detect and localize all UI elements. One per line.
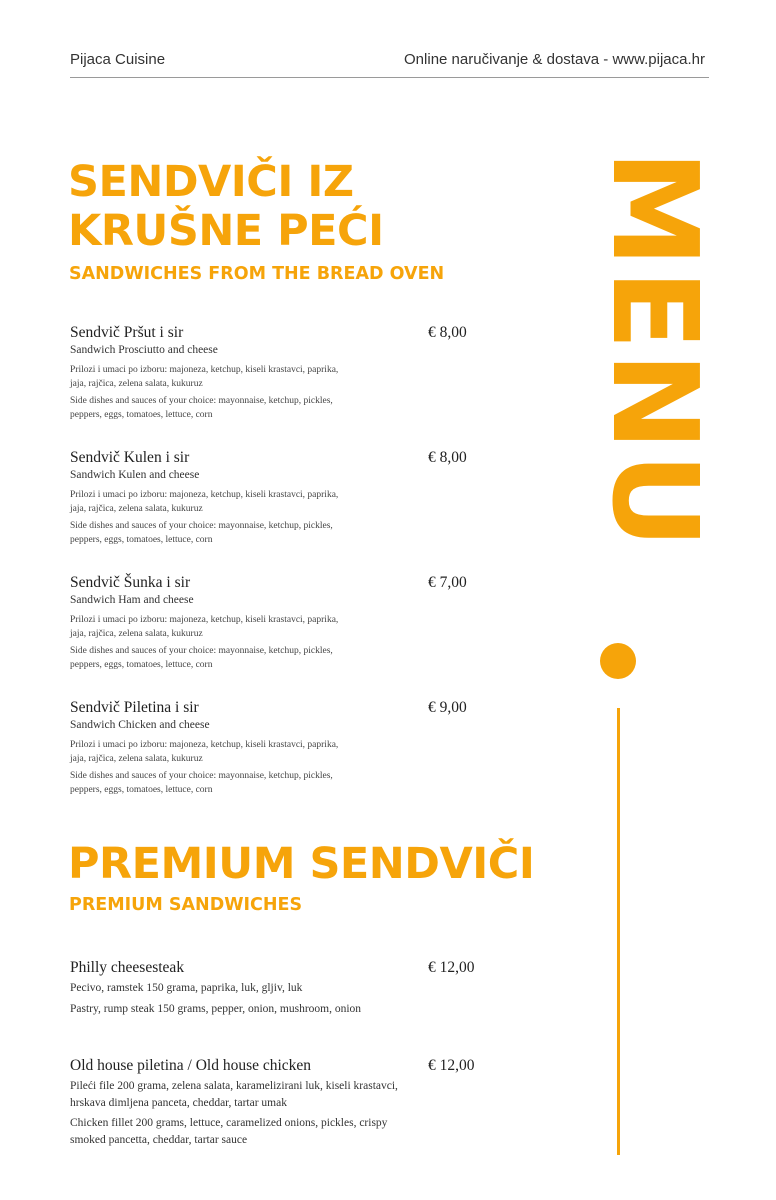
item-description-en: Chicken fillet 200 grams, lettuce, caramelized onions, pickles, crispy smoked pancetta, cheddar, tartar sauce [70,1117,388,1146]
item-price: € 8,00 [428,324,467,341]
item-price: € 12,00 [428,959,475,976]
section-title-line2: KRUŠNE PEĆI [68,206,384,256]
menu-vertical-title [586,150,724,625]
item-description-en: Pastry, rump steak 150 grams, pepper, onion, mushroom, onion [70,1003,362,1015]
item-description-hr: Prilozi i umaci po izboru: majoneza, ketchup, kiseli krastavci, paprika, jaja, rajčica, zelena salata, kukuruz [70,740,339,764]
item-description-en: Side dishes and sauces of your choice: mayonnaise, ketchup, pickles, peppers, eggs, tomatoes, lettuce, corn [70,771,333,795]
menu-dot [600,643,636,679]
item-name: Sendvič Piletina i sir [70,699,199,716]
item-price: € 8,00 [428,449,467,466]
item-name-english: Sandwich Chicken and cheese [70,719,210,731]
section-subtitle-oven: SANDWICHES FROM THE BREAD OVEN [69,264,445,284]
header-divider [70,77,709,78]
item-price: € 12,00 [428,1057,475,1074]
menu-vertical-line [617,708,620,1155]
item-price: € 7,00 [428,574,467,591]
item-description-hr: Pecivo, ramstek 150 grama, paprika, luk, gljiv, luk [70,982,303,994]
section-title-oven [68,158,384,256]
item-price: € 9,00 [428,699,467,716]
item-name: Philly cheesesteak [70,959,185,976]
item-description-hr: Prilozi i umaci po izboru: majoneza, ketchup, kiseli krastavci, paprika, jaja, rajčica, zelena salata, kukuruz [70,615,339,639]
item-name-english: Sandwich Ham and cheese [70,594,194,606]
item-description-hr: Prilozi i umaci po izboru: majoneza, ketchup, kiseli krastavci, paprika, jaja, rajčica, zelena salata, kukuruz [70,365,339,389]
section-subtitle-premium: PREMIUM SANDWICHES [69,895,303,915]
item-name: Sendvič Šunka i sir [70,574,191,591]
item-name-english: Sandwich Kulen and cheese [70,469,200,481]
item-description-en: Side dishes and sauces of your choice: mayonnaise, ketchup, pickles, peppers, eggs, tomatoes, lettuce, corn [70,396,333,420]
item-name-english: Sandwich Prosciutto and cheese [70,344,218,356]
item-description-en: Side dishes and sauces of your choice: mayonnaise, ketchup, pickles, peppers, eggs, tomatoes, lettuce, corn [70,646,333,670]
item-description-hr: Pileći file 200 grama, zelena salata, karamelizirani luk, kiseli krastavci, hrskava dimljena panceta, cheddar, tartar umak [70,1080,398,1109]
item-description-hr: Prilozi i umaci po izboru: majoneza, ketchup, kiseli krastavci, paprika, jaja, rajčica, zelena salata, kukuruz [70,490,339,514]
item-name: Sendvič Pršut i sir [70,324,184,341]
section-title-premium: PREMIUM SENDVIČI [68,839,535,889]
menu-word-text: MENU [586,150,724,551]
brand-name: Pijaca Cuisine [70,51,166,68]
item-name: Sendvič Kulen i sir [70,449,190,466]
item-description-en: Side dishes and sauces of your choice: mayonnaise, ketchup, pickles, peppers, eggs, tomatoes, lettuce, corn [70,521,333,545]
header-tagline: Online naručivanje & dostava - www.pijaca.hr [404,51,705,68]
item-name: Old house piletina / Old house chicken [70,1057,312,1074]
section-title-line1: SENDVIČI IZ [68,157,354,207]
